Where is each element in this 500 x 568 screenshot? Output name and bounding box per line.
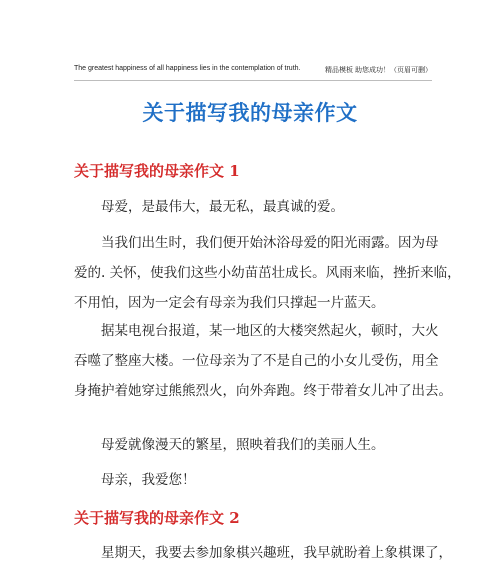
paragraph-line: 吞噬了整座大楼。一位母亲为了不是自己的小女儿受伤，用全 [74, 353, 439, 369]
paragraph-line: 身掩护着她穿过熊熊烈火，向外奔跑。终于带着女儿冲了出去。 [74, 383, 452, 399]
paragraph-line: 不用怕，因为一定会有母亲为我们只撑起一片蓝天。 [74, 295, 385, 311]
paragraph-line: 母爱，是最伟大，最无私，最真诚的爱。 [101, 199, 344, 215]
page-header [74, 58, 432, 81]
paragraph-1-5 [74, 465, 434, 495]
paragraph-line: 母爱就像漫天的繁星，照映着我们的美丽人生。 [101, 437, 385, 453]
header-tail: 精品模板 助您成功！（页眉可删） [325, 67, 432, 74]
paragraph-1-4 [74, 430, 434, 460]
paragraph-line: 星期天，我要去参加象棋兴趣班，我早就盼着上象棋课了， [101, 545, 452, 561]
paragraph-line: 据某电视台报道，某一地区的大楼突然起火，顿时，大火 [101, 323, 439, 339]
document-title: 关于描写我的母亲作文 [142, 100, 358, 125]
section-heading-1: 关于描写我的母亲作文 1 [74, 162, 240, 180]
paragraph-1-3 [74, 316, 452, 406]
paragraph-1-2 [74, 228, 461, 318]
paragraph-2-1 [74, 538, 452, 568]
paragraph-1-1 [74, 192, 434, 222]
paragraph-line: 爱的. 关怀，使我们这些小幼苗茁壮成长。风雨来临，挫折来临， [74, 265, 461, 281]
paragraph-line: 当我们出生时，我们便开始沐浴母爱的阳光雨露。因为母 [101, 235, 439, 251]
section-heading-2: 关于描写我的母亲作文 2 [74, 509, 240, 527]
paragraph-line: 母亲，我爱您！ [101, 472, 196, 488]
header-tagline: The greatest happiness of all happiness lies in the contemplation of truth. [74, 65, 301, 72]
